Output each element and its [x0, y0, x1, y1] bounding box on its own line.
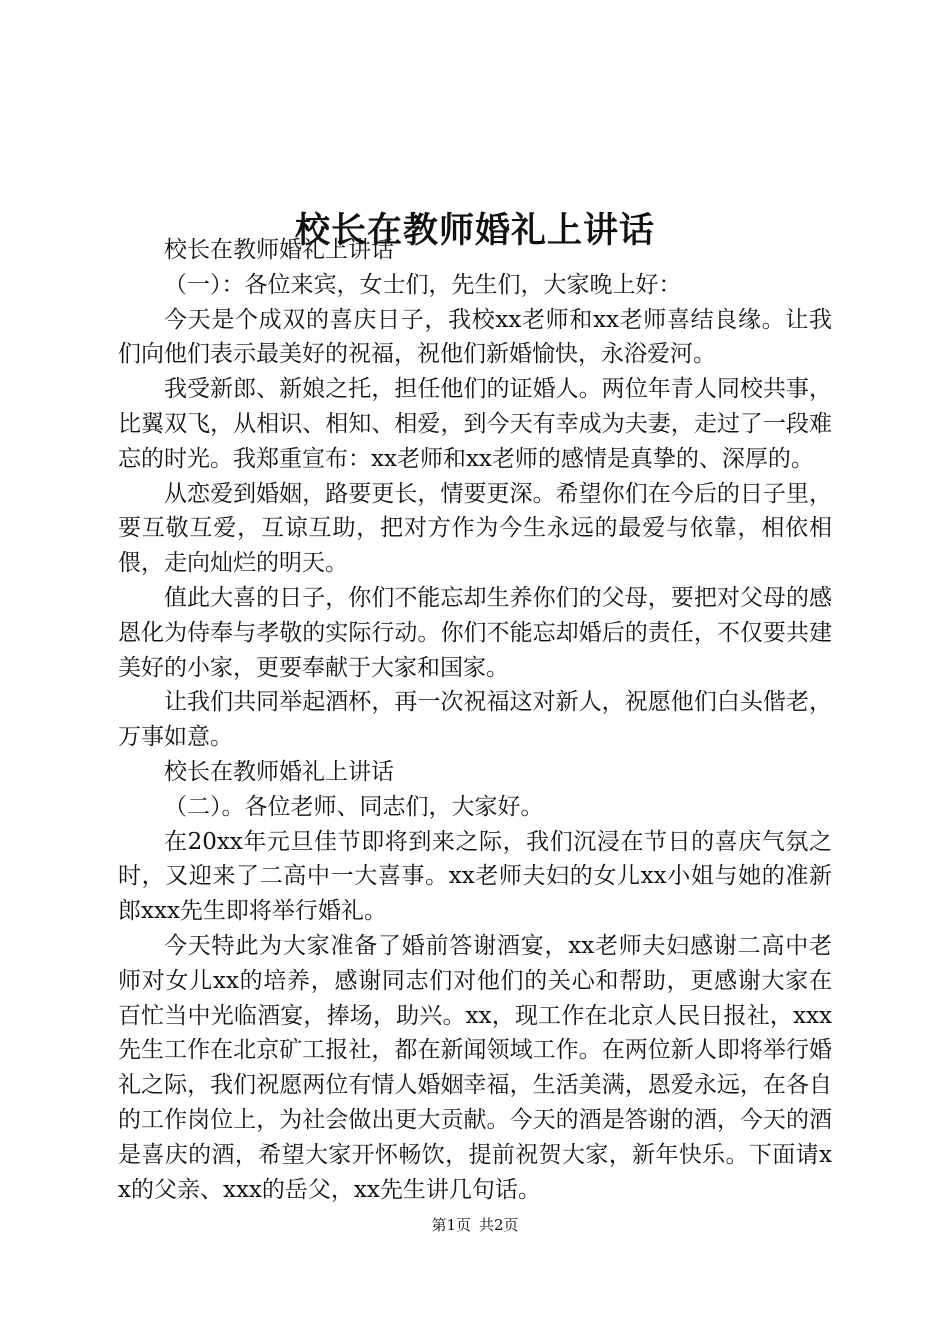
paragraph: 在20xx年元旦佳节即将到来之际，我们沉浸在节日的喜庆气氛之时，又迎来了二高中一大喜事。xx老师夫妇的女儿xx小姐与她的准新郎xxx先生即将举行婚礼。 — [118, 828, 832, 925]
paragraph: 值此大喜的日子，你们不能忘却生养你们的父母，要把对父母的感恩化为侍奉与孝敬的实际行动。你们不能忘却婚后的责任，不仅要共建美好的小家，更要奉献于大家和国家。 — [118, 584, 832, 681]
paragraph: 我受新郎、新娘之托，担任他们的证婚人。两位年青人同校共事，比翼双飞，从相识、相知、相爱，到今天有幸成为夫妻，走过了一段难忘的时光。我郑重宣布：xx老师和xx老师的感情是真挚的、深厚的。 — [118, 376, 832, 472]
paragraph: 今天特此为大家准备了婚前答谢酒宴，xx老师夫妇感谢二高中老师对女儿xx的培养，感谢同志们对他们的关心和帮助，更感谢大家在百忙当中光临酒宴，捧场，助兴。xx，现工作在北京人民日报社，xxx先生工作在北京矿工报社，都在新闻领域工作。在两位新人即将举行婚礼之际，我们祝愿两位有情人婚姻幸福，生活美满，恩爱永远，在各自的工作岗位上，为社会做出更大贡献。今天的酒是答谢的酒，今天的酒是喜庆的酒，希望大家开怀畅饮，提前祝贺大家，新年快乐。下面请xx的父亲、xxx的岳父，xx先生讲几句话。 — [118, 932, 832, 1203]
paragraph: 让我们共同举起酒杯，再一次祝福这对新人，祝愿他们白头偕老，万事如意。 — [118, 689, 832, 751]
paragraph-greeting-1: （一）：各位来宾，女士们，先生们，大家晚上好： — [164, 271, 682, 298]
paragraph-subtitle-1: 校长在教师婚礼上讲话 — [164, 237, 394, 263]
document-title: 校长在教师婚礼上讲话 — [294, 210, 655, 252]
paragraph-subtitle-2: 校长在教师婚礼上讲话 — [164, 758, 394, 785]
page-total: 共2页 — [479, 1216, 519, 1234]
paragraph: 从恋爱到婚姻，路要更长，情要更深。希望你们在今后的日子里，要互敬互爱，互谅互助，把对方作为今生永远的最爱与依靠，相依相偎，走向灿烂的明天。 — [118, 480, 832, 577]
paragraph: 今天是个成双的喜庆日子，我校xx老师和xx老师喜结良缘。让我们向他们表示最美好的祝福，祝他们新婚愉快，永浴爱河。 — [118, 306, 832, 368]
page-footer — [0, 1214, 950, 1236]
paragraph-greeting-2: （二）。各位老师、同志们，大家好。 — [164, 793, 544, 820]
page-number: 第1页 — [431, 1216, 471, 1234]
document-body — [118, 233, 832, 1207]
